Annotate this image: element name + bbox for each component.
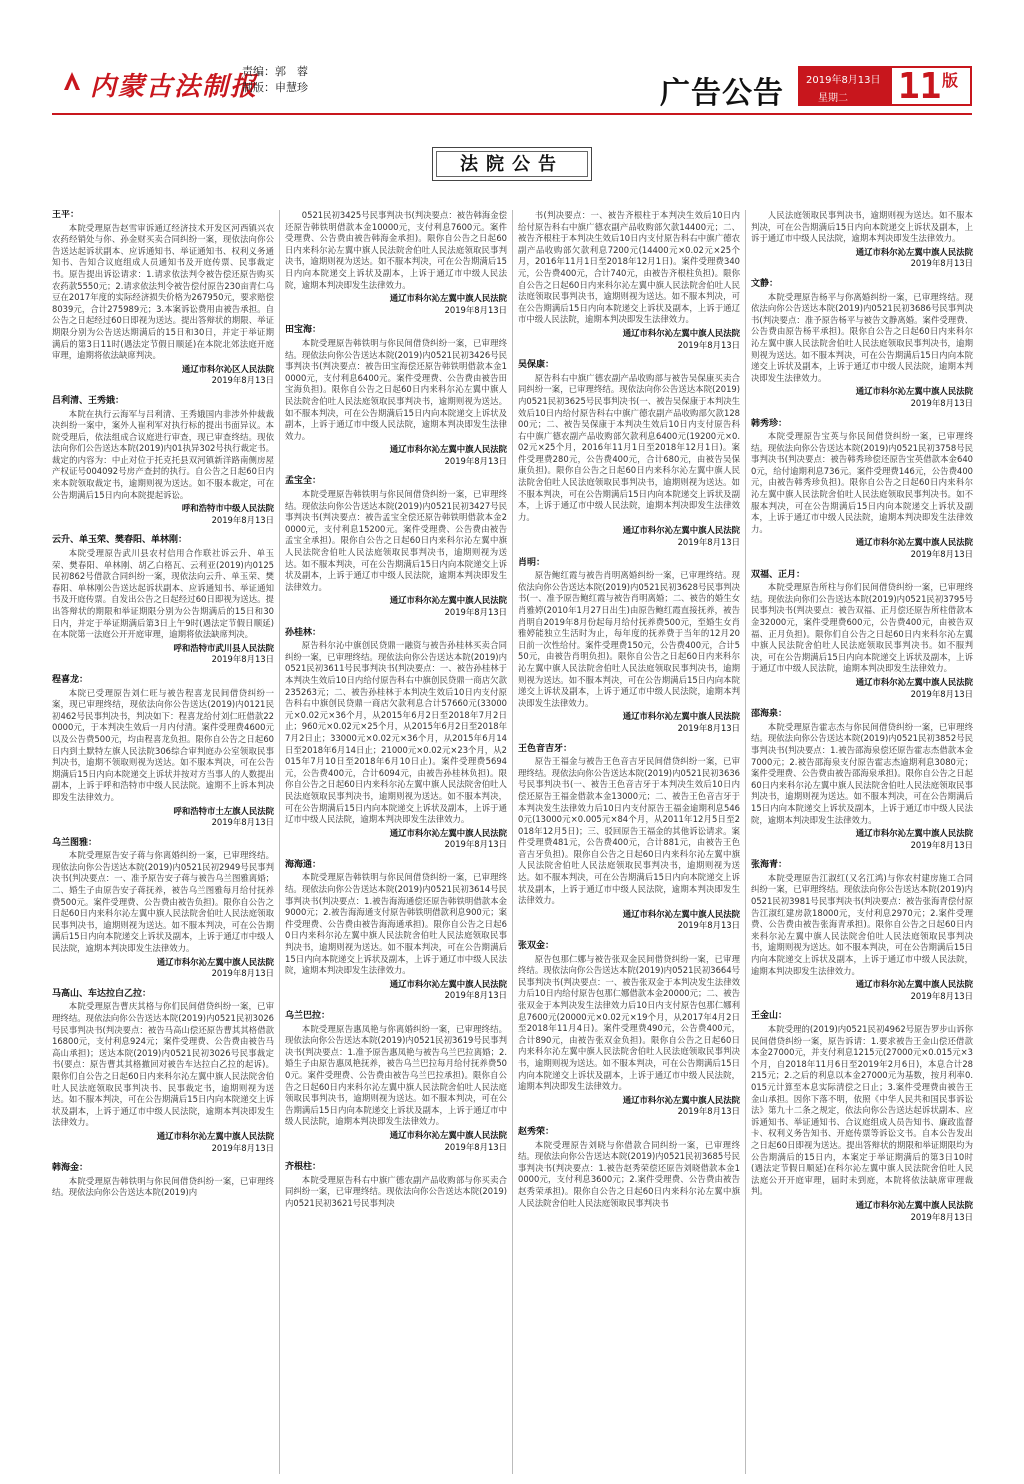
notice-court: 通辽市科尔沁区人民法院 <box>181 363 274 374</box>
notice-court: 呼和浩特市武川县人民法院 <box>173 642 274 653</box>
notice-addressee: 海海通： <box>285 859 322 870</box>
court-notice <box>518 360 740 549</box>
notice-body: 人民法庭领取民事判决书，逾期则视为送达。如不服本判决，可在公告期满后15日内向本院递交上诉状及副本，上诉于通辽市中级人民法院，逾期本判决即发生法律效力。 <box>751 210 973 244</box>
notice-court: 通辽市科尔沁左翼中旗人民法院 <box>389 827 507 838</box>
notice-addressee: 王色音吉牙： <box>518 743 573 754</box>
notice-court: 通辽市科尔沁左翼中旗人民法院 <box>156 1130 274 1141</box>
notice-body: 书(判决要点：一、被告齐根柱于本判决生效后10日内给付原告科右中旗广德农副产品收购部欠款14400元；二、被告齐根柱于本判决生效后10日内支付原告科右中旗广德农副产品收购部欠款利息7200元(14400元×0.02元×25个月，2016年11月1日至2018年12月1日)。案件受理费340元，公告费400元，合计740元，由被告齐根柱负担)。限你自公告之日起60日内来科尔沁左翼中旗人民法院舍伯吐人民法庭领取民事判决书，逾期则视为送达。如不服本判决，可在公告期满后15日内向本院递交上诉状及副本，上诉于通辽市中级人民法院，逾期本判决即发生法律效力。 <box>518 210 740 325</box>
section-title: 广告公告 <box>660 76 784 111</box>
notice-date: 2019年8月13日 <box>211 654 274 665</box>
notice-body: 原告鲍红霞与被告肖明离婚纠纷一案，已审理终结。现依法向你公告送达本院(2019)内0521民初3628号民事判决书(一、准予原告鲍红霞与被告肖明离婚；二、被告的婚生女肖雅婷(2010年1月27日出生)由原告鲍红霞直接抚养，被告肖明自2019年8月份起每月给付抚养费500元，至婚生女肖雅婷能独立生活时为止，每年度的抚养费于当年的12月20日前一次性给付。案件受理费150元，公告费400元，合计550元，由被告肖明负担)。限你自公告之日起60日内来科尔沁左翼中旗人民法院舍伯吐人民法庭领取民事判决书，逾期则视为送达。如不服本判决，可在公告期满后15日内向本院递交上诉状及副本，上诉于通辽市中级人民法院，逾期本判决即发生法律效力。 <box>518 570 740 708</box>
notice-body: 本院受理原告韩铁明与你民间借贷纠纷一案，已审理终结。现依法向你公告送达本院(2019)内0521民初3426号民事判决书(判决要点：被告田宝海偿还原告韩铁明借款本金10000元，支付利息6400元。案件受理费、公告费由被告田宝海负担)。限你自公告之日起60日内来科尔沁左翼中旗人民法院舍伯吐人民法庭领取民事判决书，逾期则视为送达。如不服本判决，可在公告期满后15日内向本院递交上诉状及副本，上诉于通辽市中级人民法院，逾期本判决即发生法律效力。 <box>285 337 507 441</box>
court-notice <box>285 860 507 1002</box>
notice-court: 通辽市科尔沁左翼中旗人民法院 <box>855 828 973 839</box>
notice-date: 2019年8月13日 <box>677 722 740 733</box>
court-notice <box>52 838 274 980</box>
court-notice <box>518 941 740 1118</box>
court-notice <box>285 1162 507 1209</box>
page-label: 版 <box>942 71 959 90</box>
notice-court: 呼和浩特市中级人民法院 <box>181 503 274 514</box>
notice-addressee: 张海青： <box>751 860 788 871</box>
notice-addressee: 齐根柱： <box>285 1162 322 1173</box>
newspaper-logo: 内蒙古法制报 <box>90 72 259 102</box>
notice-court: 通辽市科尔沁左翼中旗人民法院 <box>855 246 973 257</box>
notice-columns <box>52 210 972 1474</box>
notice-court: 通辽市科尔沁左翼中旗人民法院 <box>855 1199 973 1210</box>
notice-body: 本院受理原告霍志杰与你民间借贷纠纷一案，已审理终结。现依法向你公告送达本院(2019)内0521民初3852号民事判决书(判决要点：1.被告邵海泉偿还原告霍志杰借款本金7000元；2.被告邵海泉支付原告霍志杰逾期利息3080元；案件受理费、公告费由被告邵海泉承担)。限你自公告之日起60日内来科尔沁左翼中旗人民法院舍伯吐人民法庭领取民事判决书，逾期则视为送达。如不服本判决，可在公告期满后15日内向本院递交上诉状及副本，上诉于通辽市中级人民法院，逾期本判决即发生法律效力。 <box>751 721 973 825</box>
notice-court: 通辽市科尔沁左翼中旗人民法院 <box>156 956 274 967</box>
notice-body: 本院受理原告韩铁明与你民间借贷纠纷一案，已审理终结。现依法向你公告送达本院(2019)内 <box>52 1175 274 1198</box>
notice-addressee: 吴保康： <box>518 360 555 371</box>
notice-addressee: 孟宝全： <box>285 476 322 487</box>
notice-court: 通辽市科尔沁左翼中旗人民法院 <box>622 327 740 338</box>
notice-addressee: 韩海金： <box>52 1163 89 1174</box>
court-notice <box>52 989 274 1154</box>
court-notice <box>52 535 274 666</box>
notice-date: 2019年8月13日 <box>910 688 973 699</box>
column-3 <box>518 210 740 1474</box>
court-notice <box>52 675 274 829</box>
notice-body: 本院受理原告韩铁明与你民间借贷纠纷一案，已审理终结。现依法向你公告送达本院(2019)内0521民初3614号民事判决书(判决要点：1.被告海海通偿还原告韩铁明借款本金9000元；2.被告海海通支付原告韩铁明借款利息900元；案件受理费、公告费由被告海海通承担)。限你自公告之日起60日内来科尔沁左翼中旗人民法院舍伯吐人民法庭领取民事判决书，逾期则视为送达。如不服本判决，可在公告期满后15日内向本院递交上诉状及副本，上诉于通辽市中级人民法院，逾期本判决即发生法律效力。 <box>285 872 507 976</box>
notice-date: 2019年8月13日 <box>444 304 507 315</box>
court-notice <box>518 210 740 351</box>
notice-addressee: 云升、单玉荣、樊春阳、单林刚： <box>52 535 188 546</box>
notice-addressee: 肖明： <box>518 557 546 568</box>
notice-court: 通辽市科尔沁左翼中旗人民法院 <box>622 908 740 919</box>
notice-addressee: 吕利清、王秀娥： <box>52 395 125 406</box>
notice-date: 2019年8月13日 <box>677 920 740 931</box>
court-notice <box>285 476 507 618</box>
notice-court: 通辽市科尔沁左翼中旗人民法院 <box>855 386 973 397</box>
notice-addressee: 田宝海： <box>285 325 322 336</box>
notice-court: 通辽市科尔沁左翼中旗人民法院 <box>389 595 507 606</box>
notice-body: 本院受理原告宝英与你民间借贷纠纷一案，已审理终结。现依法向你公告送达本院(2019)内0521民初3758号民事判决书(判决要点：被告韩秀珍偿还原告宝英借款本金6400元，给付逾期利息736元。案件受理费146元，公告费400元，由被告韩秀珍负担)。限你自公告之日起60日内来科尔沁左翼中旗人民法院舍伯吐人民法庭领取民事判决书。如不服本判决，可在公告期满后15日内向本院递交上诉状及副本，上诉于通辽市中级人民法院，逾期本判决即发生法律效力。 <box>751 431 973 534</box>
notice-addressee: 张双金： <box>518 941 555 952</box>
notice-body: 本院受理原告赵雪审诉通辽经济技术开发区河西镇兴农农药经销处与你、孙金财买卖合同纠纷一案，现依法向你公告送达起诉状副本、应诉通知书、举证通知书、权利义务通知书、告知合议庭组成人员通知书及开庭传票、民事裁定书。原告提出诉讼请求：1.请求依法判令被告偿还原告购买农药款5550元；2.请求依法判令被告偿付原告230亩青仁乌豆在2017年度的实际经济损失价格为267950元，要求赔偿8039元，合计275989元；3.本案诉讼费用由被告承担。自公告之日起经过60日即视为送达。提出答辩状的期限、举证期限分别为公告送达期满后的15日和30日，并定于举证期满后的第3日11时(遇法定节假日顺延)在本院北郊法庭开庭审理，逾期将依法缺席判决。 <box>52 222 274 361</box>
notice-court: 通辽市科尔沁左翼中旗人民法院 <box>389 978 507 989</box>
issue-weekday: 星期二 <box>818 93 848 104</box>
court-notice <box>285 628 507 851</box>
notice-date: 2019年8月13日 <box>444 990 507 1001</box>
newspaper-logo-icon <box>62 70 82 92</box>
notice-body: 本院已受理原告刘仁旺与被告程喜龙民间借贷纠纷一案，现已审理终结，现依法向你公告送达(2019)内0121民初462号民事判决书，判决如下：程喜龙给付刘仁旺借款220000元，于本判决生效后一月内付清。案件受理费4600元以及公告费500元，均由程喜龙负担。限你自公告之日起60日内到土默特左旗人民法院306综合审判庭办公室领取民事判决书，逾期不领取则视为送达。如不服本判决，可在公告期满后15日内向本院递交上诉状并按对方当事人的人数提出副本，上诉于呼和浩特市中级人民法院。逾期不上诉本判决即发生法律效力。 <box>52 687 274 802</box>
notice-body: 本院受理原告安子蒋与你离婚纠纷一案，已审理终结。现依法向你公告送达本院(2019)内0521民初2949号民事判决书(判决要点：一、准予原告安子蒋与被告乌兰图雅离婚；二、婚生子由原告安子蒋抚养，被告乌兰图雅每月给付抚养费500元。案件受理费、公告费由被告负担)。限你自公告之日起60日内来科尔沁左翼中旗人民法院舍伯吐人民法庭领取民事判决书，逾期则视为送达。如不服本判决，可在公告期满后15日内向本院递交上诉状及副本，上诉于通辽市中级人民法院，逾期本判决即发生法律效力。 <box>52 850 274 954</box>
editor-name: 责编：郭 蓉 <box>242 65 308 78</box>
section-banner <box>432 147 592 181</box>
notice-date: 2019年8月13日 <box>211 375 274 386</box>
notice-addressee: 双福、正月： <box>751 569 806 580</box>
notice-court: 呼和浩特市土左旗人民法院 <box>173 805 274 816</box>
notice-date: 2019年8月13日 <box>910 1211 973 1222</box>
notice-court: 通辽市科尔沁左翼中旗人民法院 <box>389 293 507 304</box>
notice-date: 2019年8月13日 <box>211 514 274 525</box>
notice-date: 2019年8月13日 <box>444 1141 507 1152</box>
notice-body: 本院受理原告曹庆其格与你们民间借贷纠纷一案，已审理终结。现依法向你公告送达本院(2019)内0521民初3026号民事判决书(判决要点：被告马高山偿还原告曹其其格借款16800元，支付利息924元；案件受理费、公告费由被告马高山承担)；送达本院(2019)内0521民初3026号民事裁定书(要点：原告曹其其格撤回对被告车达拉白乙拉的起诉)。限你们自公告之日起60日内来科尔沁左翼中旗人民法院舍伯吐人民法庭领取民事判决书、民事裁定书，逾期则视为送达。如不服本判决，可在公告期满后15日内向本院递交上诉状及副本，上诉于通辽市中级人民法院，逾期本判决即发生法律效力。 <box>52 1001 274 1128</box>
notice-addressee: 程喜龙： <box>52 674 89 685</box>
issue-date: 2019年8月13日 <box>806 75 881 86</box>
producer-name: 制版：申慧珍 <box>242 81 308 94</box>
notice-body: 原告包那仁娜与被告张双金民间借贷纠纷一案，已审理终结。现依法向你公告送达本院(2019)内0521民初3664号民事判决书(判决要点：一、被告张双金于本判决发生法律效力后10日内给付原告包那仁娜借款本金20000元；二、被告张双金于本判决发生法律效力后10日内支付原告包那仁娜利息7600元(20000元×0.02元×19个月，从2017年4月2日至2018年11月4日)。案件受理费490元，公告费400元，合计890元，由被告张双金负担)。限你自公告之日起60日内来科尔沁左翼中旗人民法院舍伯吐人民法庭领取民事判决书，逾期则视为送达。如不服本判决，可在公告期满后15日内向本院递交上诉状及副本，上诉于通辽市中级人民法院，逾期本判决即发生法律效力。 <box>518 953 740 1092</box>
court-notice <box>518 558 740 735</box>
notice-date: 2019年8月13日 <box>211 817 274 828</box>
court-notice <box>518 1127 740 1209</box>
editor-credits <box>242 64 308 96</box>
notice-court: 通辽市科尔沁左翼中旗人民法院 <box>855 537 973 548</box>
notice-date: 2019年8月13日 <box>910 549 973 560</box>
notice-date: 2019年8月13日 <box>910 258 973 269</box>
notice-body: 本院受理原告刘晓与你借款合同纠纷一案，已审理终结。现依法向你公告送达本院(2019)内0521民初3685号民事判决书(判决要点：1.被告赵秀荣偿还原告刘晓借款本金10000元，支付利息3600元；2.案件受理费、公告费由被告赵秀荣承担)。限你自公告之日起60日内来科尔沁左翼中旗人民法院舍伯吐人民法庭领取民事判决书 <box>518 1139 740 1208</box>
notice-court: 通辽市科尔沁左翼中旗人民法院 <box>855 676 973 687</box>
court-notice <box>751 860 973 1002</box>
page-number: 11 <box>898 66 942 107</box>
notice-date: 2019年8月13日 <box>677 339 740 350</box>
notice-addressee: 马高山、车达拉白乙拉： <box>52 988 152 999</box>
notice-body: 本院受理的(2019)内0521民初4962号原告罗步山诉你民间借贷纠纷一案，原告诉请：1.要求被告王金山偿还借款本金27000元，并支付利息1215元(27000元×0.015元×3个月，自2018年11月6日至2019年2月6日)，本息合计28215元；2.之后的利息以本金27000元为基数，按月利率0.015元计算至本息实际清偿之日止；3.案件受理费由被告王金山承担。因你下落不明，依照《中华人民共和国民事诉讼法》第九十二条之规定，依法向你公告送达起诉状副本、应诉通知书、举证通知书、合议庭组成人员告知书、廉政监督卡、权利义务告知书、开庭传票等诉讼文书。自本公告发出之日起60日即视为送达。提出答辩状的期限和举证期限均为公告期满后的15日内，本案定于举证期满后的第3日10时(遇法定节假日顺延)在科尔沁左翼中旗人民法院舍伯吐人民法庭公开开庭审理，届时未到庭，本院将依法缺席审理裁判。 <box>751 1024 973 1197</box>
notice-date: 2019年8月13日 <box>444 607 507 617</box>
notice-addressee: 邵海泉： <box>751 709 788 720</box>
court-notice <box>751 570 973 701</box>
notice-body: 本院受理原告武川县农村信用合作联社诉云升、单玉荣、樊春阳、单林刚、胡乙白格瓦、云利亚(2019)内0125民初862号借款合同纠纷一案，现依法向云升、单玉荣、樊春阳、单林刚公告送达起诉状副本、应诉通知书、举证通知书及开庭传票。自发出公告之日起经过60日即视为送达。提出答辩状的期限和举证期限分别为公告期满后的15日和30日内，并定于举证期满后第3日上午9时(遇法定节假日顺延)在本院第一法庭公开开庭审理，逾期将依法缺席判决。 <box>52 548 274 640</box>
notice-date: 2019年8月13日 <box>677 1106 740 1117</box>
notice-addressee: 赵秀荣： <box>518 1126 555 1137</box>
header-divider <box>52 113 972 115</box>
page-number-box <box>892 66 972 106</box>
masthead <box>0 0 1024 118</box>
notice-court: 通辽市科尔沁左翼中旗人民法院 <box>622 1094 740 1105</box>
notice-date: 2019年8月13日 <box>444 455 507 466</box>
notice-date: 2019年8月13日 <box>910 397 973 408</box>
column-1 <box>52 210 274 1474</box>
column-divider <box>279 210 280 1474</box>
court-notice <box>751 419 973 561</box>
court-notice <box>52 210 274 387</box>
notice-body: 本院受理原告科右中旗广德农副产品收购部与你买卖合同纠纷一案，已审理终结。现依法向你公告送达本院(2019)内0521民初3621号民事判决 <box>285 1174 507 1208</box>
notice-date: 2019年8月13日 <box>910 839 973 850</box>
notice-body: 原告王福金与被告王色音吉牙民间借贷纠纷一案，已审理终结。现依法向你公告送达本院(2019)内0521民初3636号民事判决书(一、被告王色音吉牙于本判决生效后10日内偿还原告王福金借款本金13000元；二、被告王色音吉牙于本判决发生法律效力后10日内支付原告王福金逾期利息5460元(13000元×0.005元×84个月，从2011年12月5日至2018年12月5日)；三、驳回原告王福金的其他诉讼请求。案件受理费481元，公告费400元，合计881元，由被告王色音吉牙负担)。限你自公告之日起60日内来科尔沁左翼中旗人民法院舍伯吐人民法庭领取民事判决书，逾期则视为送达。如不服本判决，可在公告期满后15日内向本院递交上诉状及副本，上诉于通辽市中级人民法院，逾期本判决即发生法律效力。 <box>518 756 740 906</box>
notice-body: 本院受理原告韩铁明与你民间借贷纠纷一案，已审理终结。现依法向你公告送达本院(2019)内0521民初3427号民事判决书(判决要点：被告孟宝全偿还原告韩铁明借款本金20000元，支付利息15200元。案件受理费、公告费由被告孟宝全承担)。限你自公告之日起60日内来科尔沁左翼中旗人民法院舍伯吐人民法庭领取民事判决书，逾期则视为送达。如不服本判决，可在公告期满后15日内向本院递交上诉状及副本，上诉于通辽市中级人民法院，逾期本判决即发生法律效力。 <box>285 489 507 592</box>
column-4 <box>751 210 973 1474</box>
notice-body: 本院受理原告惠凤艳与你离婚纠纷一案，已审理终结。现依法向你公告送达本院(2019)内0521民初3619号民事判决书(判决要点：1.准予原告惠凤艳与被告乌兰巴拉离婚；2.婚生子由原告惠凤艳抚养，被告乌兰巴拉每月给付抚养费500元。案件受理费、公告费由被告乌兰巴拉承担)。限你自公告之日起60日内来科尔沁左翼中旗人民法院舍伯吐人民法庭领取民事判决书，逾期则视为送达。如不服本判决，可在公告期满后15日内向本院递交上诉状及副本，上诉于通辽市中级人民法院，逾期本判决即发生法律效力。 <box>285 1023 507 1127</box>
court-notice <box>285 325 507 467</box>
notice-addressee: 王平： <box>52 210 80 220</box>
court-notice <box>285 210 507 316</box>
notice-addressee: 乌兰图雅： <box>52 837 98 848</box>
notice-body: 0521民初3425号民事判决书(判决要点：被告韩海金偿还原告韩铁明借款本金10000元，支付利息7600元。案件受理费、公告费由被告韩海金承担)。限你自公告之日起60日内来科尔沁左翼中旗人民法院舍伯吐人民法庭领取民事判决书，逾期则视为送达。如不服本判决，可在公告期满后15日内向本院递交上诉状及副本，上诉于通辽市中级人民法院，逾期本判决即发生法律效力。 <box>285 210 507 290</box>
notice-body: 原告科右中旗广德农副产品收购部与被告吴保康买卖合同纠纷一案，已审理终结。现依法向你公告送达本院(2019)内0521民初3625号民事判决书(一、被告吴保康于本判决生效后10日内给付原告科右中旗广德农副产品收购部欠款12800元；二、被告吴保康于本判决生效后10日内支付原告科右中旗广德农副产品收购部欠款利息6400元(19200元×0.02元×25个月，2016年11月1日至2018年12月1日)。案件受理费280元，公告费400元，合计680元，由被告吴保康负担)。限你自公告之日起60日内来科尔沁左翼中旗人民法院舍伯吐人民法庭领取民事判决书，逾期则视为送达。如不服本判决，可在公告期满后15日内向本院递交上诉状及副本，上诉于通辽市中级人民法院，逾期本判决即发生法律效力。 <box>518 372 740 522</box>
section-banner-title: 法院公告 <box>436 151 588 177</box>
court-notice <box>285 1011 507 1153</box>
notice-court: 通辽市科尔沁左翼中旗人民法院 <box>389 1129 507 1140</box>
court-notice <box>52 396 274 527</box>
column-2 <box>285 210 507 1474</box>
court-notice <box>751 210 973 270</box>
notice-date: 2019年8月13日 <box>211 1142 274 1153</box>
notice-addressee: 孙桂林： <box>285 627 322 638</box>
court-notice <box>751 279 973 410</box>
notice-addressee: 乌兰巴拉： <box>285 1011 331 1021</box>
date-box <box>798 66 892 106</box>
notice-body: 本院受理原告江淑红(又名江鸿)与你农村建房施工合同纠纷一案，已审理终结。现依法向你公告送达本院(2019)内0521民初3981号民事判决书(判决要点：被告张海青偿付原告江淑红建房款18000元，支付利息2970元；2.案件受理费、公告费由被告张海青承担)。限你自公告之日起60日内来科尔沁左翼中旗人民法院舍伯吐人民法庭领取民事判决书，逾期则视为送达。如不服本判决，可在公告期满后15日内向本院递交上诉状及副本，上诉于通辽市中级人民法院，逾期本判决即发生法律效力。 <box>751 872 973 976</box>
notice-date: 2019年8月13日 <box>444 839 507 850</box>
notice-body: 本院受理原告所柱与你们民间借贷纠纷一案，已审理终结。现依法向你们公告送达本院(2019)内0521民初3795号民事判决书(判决要点：被告双福、正月偿还原告所柱借款本金32000元，案件受理费600元，公告费400元，由被告双福、正月负担)。限你们自公告之日起60日内来科尔沁左翼中旗人民法院舍伯吐人民法庭领取民事判决书。如不服判决，可在公告期满后15日内向本院递交上诉状及副本，上诉于通辽市中级人民法院，逾期本判决即发生法律效力。 <box>751 582 973 674</box>
column-divider <box>745 210 746 1474</box>
court-notice <box>751 1011 973 1223</box>
notice-body: 本院受理原告杨平与你离婚纠纷一案，已审理终结。现依法向你公告送达本院(2019)内0521民初3686号民事判决书(判决要点：准予原告杨平与被告文静离婚。案件受理费、公告费由原告杨平承担)。限你自公告之日起60日内来科尔沁左翼中旗人民法院舍伯吐人民法庭领取民事判决书，逾期则视为送达。如不服本判决，可在公告期满后15日内向本院递交上诉状及副本，上诉于通辽市中级人民法院，逾期本判决即发生法律效力。 <box>751 291 973 383</box>
column-divider <box>512 210 513 1474</box>
notice-court: 通辽市科尔沁左翼中旗人民法院 <box>855 979 973 990</box>
notice-court: 通辽市科尔沁左翼中旗人民法院 <box>622 525 740 536</box>
notice-addressee: 韩秀珍： <box>751 418 788 429</box>
notice-body: 原告科尔沁中旗创民贷鼎一融资与被告孙桂林买卖合同纠纷一案，已审理终结。现依法向你公告送达本院(2019)内0521民初3611号民事判决书(判决要点：一、被告孙桂林于本判决生效后10日内给付原告科右中旗创民贷鼎一商店欠款235263元；二、被告孙桂林于本判决生效后10日内支付原告科右中旗创民贷鼎一商店欠款利息合计57660元(33000元×0.02元×36个月，从2015年6月2日至2018年7月2日止；960元×0.02元×25个月，从2015年6月2日至2018年7月2日止；33000元×0.02元×36个月，从2015年6月14日至2018年6月14日止；21000元×0.02元×23个月，从2015年7月10日至2018年6月10日止)。案件受理费5694元，公告费400元，合计6094元，由被告孙桂林负担)。限你自公告之日起60日内来科尔沁左翼中旗人民法院舍伯吐人民法庭领取民事判决书，逾期则视为送达。如不服本判决，可在公告期满后15日内向本院递交上诉状及副本，上诉于通辽市中级人民法院，逾期本判决即发生法律效力。 <box>285 640 507 825</box>
court-notice <box>751 709 973 851</box>
court-notice <box>52 1163 274 1199</box>
notice-date: 2019年8月13日 <box>677 537 740 548</box>
notice-date: 2019年8月13日 <box>211 968 274 979</box>
notice-addressee: 王金山： <box>751 1011 788 1022</box>
court-notice <box>518 744 740 933</box>
notice-court: 通辽市科尔沁左翼中旗人民法院 <box>622 711 740 722</box>
notice-addressee: 文静： <box>751 278 779 289</box>
notice-court: 通辽市科尔沁左翼中旗人民法院 <box>389 444 507 455</box>
notice-date: 2019年8月13日 <box>910 990 973 1001</box>
notice-body: 本院在执行云海军与吕利清、王秀娥国内非涉外仲裁裁决纠纷一案中，案外人崔利军对执行标的提出书面异议。本院受理后，依法组成合议庭进行审查，现已审查终结。现依法向你们公告送达本院(2019)内01执异302号执行裁定书。裁定的内容为：中止对位于托克托县双河镇新洋路南侧房屋产权证号004092号房产查封的执行。自公告之日起60日内来本院领取裁定书，逾期则视为送达。如不服本裁定，可在公告期满后15日内向本院提起诉讼。 <box>52 408 274 500</box>
